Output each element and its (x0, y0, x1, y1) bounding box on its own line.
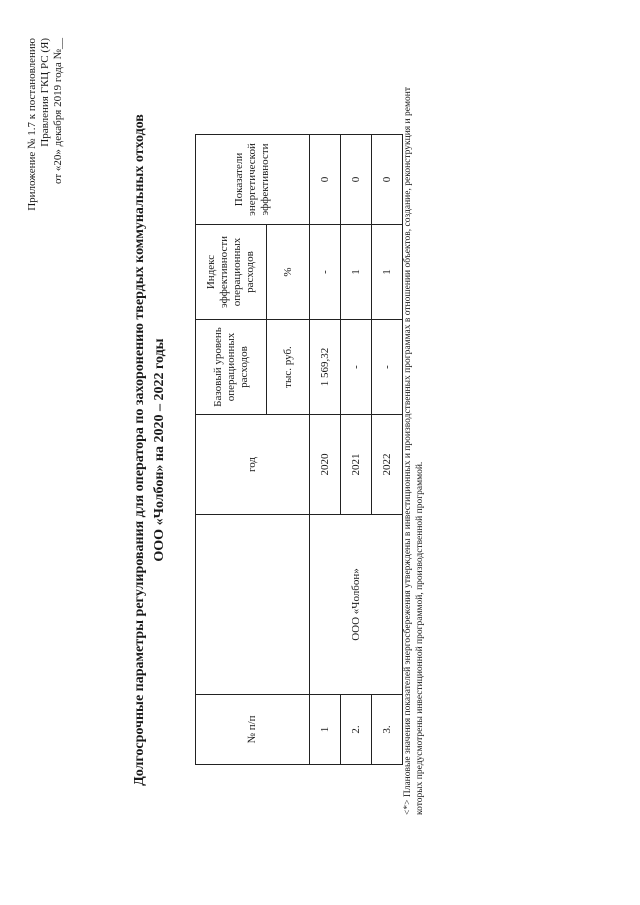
row-base: - (341, 320, 372, 415)
title-line-2: ООО «Чолбон» на 2020 – 2022 годы (152, 338, 167, 562)
annex-note (26, 38, 65, 211)
row-year: 2020 (310, 415, 341, 515)
header-org (196, 515, 310, 695)
footnote: <*> Плановые значения показателей энергосбережения утверждены в инвестиционных и производственных программах в отношении объектов, создание, реконструкция и ремонт которых предусмотрены инвестиционной программой, производственной программой. (403, 87, 425, 815)
row-energy: 0 (341, 135, 372, 225)
unit-base: тыс. руб. (267, 320, 310, 415)
row-energy: 0 (372, 135, 403, 225)
document-title (130, 85, 170, 815)
row-energy: 0 (310, 135, 341, 225)
row-base: - (372, 320, 403, 415)
row-num: 1 (310, 695, 341, 765)
header-base: Базовый уровень операционных расходов (196, 320, 267, 415)
unit-index: % (267, 225, 310, 320)
annex-line-2: Правления ГКЦ РС (Я) (39, 38, 51, 147)
row-index: 1 (341, 225, 372, 320)
parameters-table (195, 134, 403, 765)
row-num: 3. (372, 695, 403, 765)
row-year: 2021 (341, 415, 372, 515)
annex-line-1: Приложение № 1.7 к постановлению (26, 38, 38, 211)
row-index: 1 (372, 225, 403, 320)
row-num: 2. (341, 695, 372, 765)
row-index: - (310, 225, 341, 320)
header-index: Индекс эффективности операционных расходов (196, 225, 267, 320)
header-energy: Показатели энергетической эффективности (196, 135, 310, 225)
header-num: № п/п (196, 695, 310, 765)
header-row (196, 135, 267, 765)
row-base: 1 569,32 (310, 320, 341, 415)
title-line-1: Долгосрочные параметры регулирования для оператора по захоронению твердых коммунальных отходов (132, 114, 147, 786)
table-row (310, 135, 341, 765)
org-name: ООО «Чолбон» (310, 515, 403, 695)
header-year: год (196, 415, 310, 515)
annex-line-3: от «20» декабря 2019 года №__ (52, 38, 64, 185)
row-year: 2022 (372, 415, 403, 515)
